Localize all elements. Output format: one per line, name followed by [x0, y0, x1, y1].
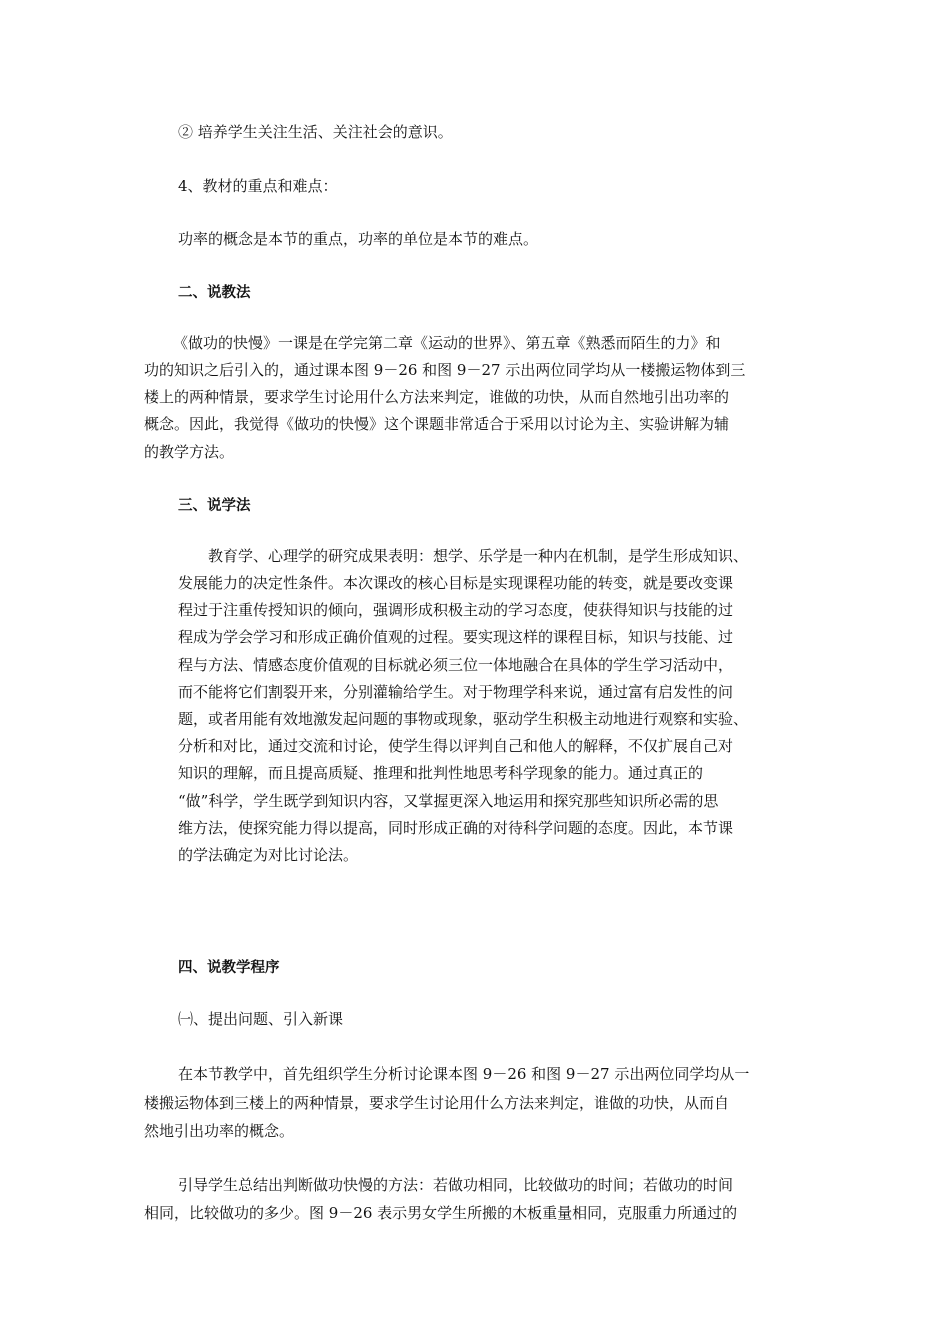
teaching-method-line: 概念。因此，我觉得《做功的快慢》这个课题非常适合于采用以讨论为主、实验讲解为辅: [144, 415, 730, 433]
section-heading-learning-method: 三、说学法: [178, 498, 251, 514]
teaching-method-line: 的教学方法。: [144, 443, 235, 461]
learning-method-line: 教育学、心理学的研究成果表明：想学、乐学是一种内在机制，是学生形成知识、: [208, 547, 749, 565]
objective-item-2: ② 培养学生关注生活、关注社会的意识。: [178, 123, 453, 141]
procedure-subheading: ㈠、提出问题、引入新课: [178, 1010, 344, 1028]
learning-method-line: 而不能将它们割裂开来，分别灌输给学生。对于物理学科来说，通过富有启发性的问: [178, 683, 734, 701]
procedure-paragraph-line: 引导学生总结出判断做功快慢的方法：若做功相同，比较做功的时间；若做功的时间: [178, 1176, 734, 1194]
learning-method-line: 程过于注重传授知识的倾向，强调形成积极主动的学习态度，使获得知识与技能的过: [178, 601, 734, 619]
learning-method-line: 维方法，使探究能力得以提高，同时形成正确的对待科学问题的态度。因此，本节课: [178, 819, 734, 837]
learning-method-line: “做”科学，学生既学到知识内容，又掌握更深入地运用和探究那些知识所必需的思: [178, 792, 719, 810]
teaching-method-line: 楼上的两种情景，要求学生讨论用什么方法来判定，谁做的功快，从而自然地引出功率的: [144, 388, 730, 406]
learning-method-line: 程成为学会学习和形成正确价值观的过程。要实现这样的课程目标，知识与技能、过: [178, 628, 734, 646]
section-heading-teaching-procedure: 四、说教学程序: [178, 960, 280, 976]
learning-method-line: 知识的理解，而且提高质疑、推理和批判性地思考科学现象的能力。通过真正的: [178, 764, 704, 782]
procedure-paragraph-line: 在本节教学中，首先组织学生分析讨论课本图 9－26 和图 9－27 示出两位同学均从一: [178, 1065, 750, 1083]
key-points-title: 4、教材的重点和难点：: [178, 177, 338, 195]
teaching-method-line: 《做功的快慢》一课是在学完第二章《运动的世界》、第五章《熟悉而陌生的力》和: [173, 334, 721, 352]
teaching-method-line: 功的知识之后引入的，通过课本图 9－26 和图 9－27 示出两位同学均从一楼搬运物体到三: [144, 361, 746, 379]
learning-method-line: 分析和对比，通过交流和讨论，使学生得以评判自己和他人的解释，不仅扩展自己对: [178, 737, 734, 755]
key-points-body: 功率的概念是本节的重点，功率的单位是本节的难点。: [178, 230, 539, 248]
learning-method-line: 程与方法、情感态度价值观的目标就必须三位一体地融合在具体的学生学习活动中，: [178, 656, 734, 674]
procedure-paragraph-line: 然地引出功率的概念。: [144, 1122, 295, 1140]
section-heading-teaching-method: 二、说教法: [178, 285, 251, 301]
learning-method-line: 题，或者用能有效地激发起问题的事物或现象，驱动学生积极主动地进行观察和实验、: [178, 710, 749, 728]
learning-method-line: 的学法确定为对比讨论法。: [178, 846, 359, 864]
procedure-paragraph-line: 相同，比较做功的多少。图 9－26 表示男女学生所搬的木板重量相同，克服重力所通过的: [144, 1204, 738, 1222]
learning-method-line: 发展能力的决定性条件。本次课改的核心目标是实现课程功能的转变，就是要改变课: [178, 574, 734, 592]
procedure-paragraph-line: 楼搬运物体到三楼上的两种情景，要求学生讨论用什么方法来判定，谁做的功快，从而自: [144, 1094, 730, 1112]
